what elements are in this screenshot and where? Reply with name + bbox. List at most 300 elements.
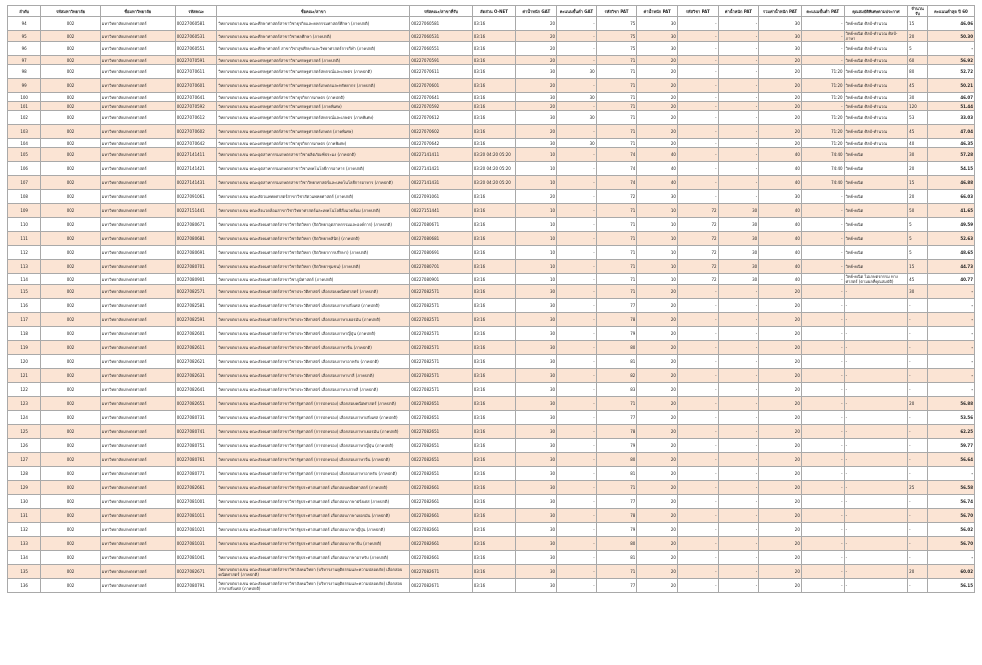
min-score: 56.15 — [927, 579, 974, 593]
university-code: 002 — [41, 148, 100, 162]
pat-minimum: - — [801, 246, 844, 260]
pat-weight-2: 30 — [718, 232, 759, 246]
faculty-name: วิทยาเขตบางเขน คณะสังคมศาสตร์สาขาวิชารัฐประศาสนศาสตร์ เลือกสอบภาษาญี่ปุ่น (ภาคปกติ) — [217, 523, 410, 537]
seat-count: - — [908, 327, 928, 341]
pat-code-2: - — [677, 579, 718, 593]
min-score: 54.15 — [927, 162, 974, 176]
faculty-name: วิทยาเขตบางเขน คณะอุตสาหกรรมเกษตรสาขาวิชาผลิตภัณฑ์ประมง (ภาคปกติ) — [217, 148, 410, 162]
seat-count: - — [908, 453, 928, 467]
pat-weight-2: - — [718, 425, 759, 439]
onet-ratio: 03:16 — [472, 411, 516, 425]
seat-count: 15 — [908, 176, 928, 190]
pat-code-1: 71 — [596, 139, 637, 148]
table-header-row — [8, 6, 975, 17]
pat-weight-total: 20 — [759, 439, 802, 453]
onet-ratio: 03:16 — [472, 383, 516, 397]
seat-count: - — [908, 579, 928, 593]
seat-count: 60 — [908, 56, 928, 65]
gat-weight: 30 — [516, 355, 557, 369]
receive-code: 00227082571 — [410, 327, 473, 341]
pat-weight-1: 30 — [637, 190, 678, 204]
faculty-code: 00227070612 — [175, 111, 217, 125]
university-name: มหาวิทยาลัยเกษตรศาสตร์ — [100, 111, 175, 125]
pat-minimum: 71:20 — [801, 93, 844, 102]
onet-ratio: 03:16 — [472, 341, 516, 355]
university-code: 002 — [41, 481, 100, 495]
min-score: 56.64 — [927, 453, 974, 467]
onet-ratio: 03:16 — [472, 313, 516, 327]
university-code: 002 — [41, 125, 100, 139]
pat-minimum: - — [801, 551, 844, 565]
faculty-code: 00227080901 — [175, 274, 217, 285]
faculty-name: วิทยาเขตบางเขน คณะสังคมศาสตร์สาขาวิชารัฐประศาสนศาสตร์ เลือกสอบคณิตศาสตร์ (ภาคปกติ) — [217, 481, 410, 495]
pat-minimum: 71:20 — [801, 79, 844, 93]
pat-minimum: - — [801, 190, 844, 204]
faculty-name: วิทยาเขตบางเขน คณะสังคมศาสตร์สาขาวิชารัฐศาสตร์ (การปกครอง) เลือกสอบภาษาฝรั่งเศส (ภาคปกติ) — [217, 411, 410, 425]
university-code: 002 — [41, 341, 100, 355]
special-qualification: - — [844, 579, 908, 593]
table-row — [8, 341, 975, 355]
table-row — [8, 439, 975, 453]
university-code: 002 — [41, 369, 100, 383]
table-row — [8, 111, 975, 125]
row-number: 95 — [8, 31, 41, 42]
pat-code-2: - — [677, 453, 718, 467]
seat-count: 50 — [908, 204, 928, 218]
table-row — [8, 523, 975, 537]
receive-code: 00227080671 — [410, 218, 473, 232]
gat-weight: 30 — [516, 369, 557, 383]
admission-table — [7, 5, 975, 593]
pat-weight-1: 20 — [637, 397, 678, 411]
pat-code-2: - — [677, 369, 718, 383]
seat-count: - — [908, 313, 928, 327]
receive-code: 00227080691 — [410, 246, 473, 260]
pat-minimum: - — [801, 467, 844, 481]
min-score: - — [927, 369, 974, 383]
pat-weight-1: 20 — [637, 383, 678, 397]
university-name: มหาวิทยาลัยเกษตรศาสตร์ — [100, 537, 175, 551]
university-code: 002 — [41, 65, 100, 79]
receive-code: 00227082661 — [410, 481, 473, 495]
gat-minimum: - — [557, 383, 597, 397]
pat-code-1: 81 — [596, 355, 637, 369]
receive-code: 00227082661 — [410, 537, 473, 551]
table-row — [8, 355, 975, 369]
pat-weight-2: - — [718, 139, 759, 148]
pat-weight-1: 20 — [637, 102, 678, 111]
pat-code-2: - — [677, 139, 718, 148]
min-score: 57.28 — [927, 148, 974, 162]
table-row — [8, 17, 975, 31]
university-name: มหาวิทยาลัยเกษตรศาสตร์ — [100, 125, 175, 139]
special-qualification: วิทย์-คณิต — [844, 176, 908, 190]
pat-code-2: - — [677, 439, 718, 453]
pat-weight-1: 20 — [637, 523, 678, 537]
pat-weight-2: - — [718, 65, 759, 79]
onet-ratio: 03:16 — [472, 537, 516, 551]
pat-weight-2: - — [718, 93, 759, 102]
special-qualification: วิทย์-คณิต — [844, 218, 908, 232]
gat-minimum: - — [557, 425, 597, 439]
seat-count: - — [908, 551, 928, 565]
gat-weight: 30 — [516, 537, 557, 551]
pat-weight-1: 20 — [637, 341, 678, 355]
pat-weight-1: 20 — [637, 467, 678, 481]
pat-weight-2: - — [718, 397, 759, 411]
pat-weight-total: 20 — [759, 495, 802, 509]
gat-weight: 30 — [516, 551, 557, 565]
pat-minimum: - — [801, 369, 844, 383]
university-name: มหาวิทยาลัยเกษตรศาสตร์ — [100, 31, 175, 42]
min-score: 62.25 — [927, 425, 974, 439]
pat-code-1: 79 — [596, 327, 637, 341]
gat-weight: 30 — [516, 481, 557, 495]
gat-minimum: 30 — [557, 65, 597, 79]
onet-ratio: 03:16 — [472, 495, 516, 509]
pat-weight-2: - — [718, 341, 759, 355]
row-number: 127 — [8, 453, 41, 467]
pat-weight-total: 40 — [759, 232, 802, 246]
faculty-code: 00227081031 — [175, 537, 217, 551]
seat-count: - — [908, 495, 928, 509]
pat-weight-total: 20 — [759, 79, 802, 93]
pat-weight-2: - — [718, 102, 759, 111]
faculty-code: 00227082571 — [175, 285, 217, 299]
faculty-code: 00227082581 — [175, 299, 217, 313]
pat-minimum: 74:40 — [801, 148, 844, 162]
gat-minimum: - — [557, 509, 597, 523]
pat-code-1: 71 — [596, 285, 637, 299]
pat-code-1: 71 — [596, 397, 637, 411]
pat-minimum: - — [801, 260, 844, 274]
min-score: - — [927, 313, 974, 327]
receive-code: 00227082671 — [410, 565, 473, 579]
pat-weight-2: - — [718, 17, 759, 31]
gat-weight: 10 — [516, 204, 557, 218]
university-code: 002 — [41, 397, 100, 411]
receive-code: 00227151441 — [410, 204, 473, 218]
column-header: จำนวนรับ — [908, 6, 928, 17]
gat-weight: 30 — [516, 411, 557, 425]
faculty-code: 00227070592 — [175, 102, 217, 111]
row-number: 112 — [8, 246, 41, 260]
receive-code: 00227082571 — [410, 355, 473, 369]
gat-weight: 20 — [516, 102, 557, 111]
pat-minimum: 71:20 — [801, 139, 844, 148]
pat-minimum: - — [801, 355, 844, 369]
seat-count: 20 — [908, 190, 928, 204]
row-number: 132 — [8, 523, 41, 537]
university-name: มหาวิทยาลัยเกษตรศาสตร์ — [100, 341, 175, 355]
faculty-name: วิทยาเขตบางเขน คณะสังคมศาสตร์สาขาวิชาประวัติศาสตร์ เลือกสอบภาษาอาหรับ (ภาคปกติ) — [217, 355, 410, 369]
pat-weight-1: 10 — [637, 204, 678, 218]
min-score: 46.06 — [927, 17, 974, 31]
row-number: 114 — [8, 274, 41, 285]
onet-ratio: 03:16 — [472, 285, 516, 299]
onet-ratio: 03:16 — [472, 65, 516, 79]
row-number: 125 — [8, 425, 41, 439]
pat-weight-1: 40 — [637, 176, 678, 190]
pat-weight-1: 20 — [637, 537, 678, 551]
faculty-code: 00227082621 — [175, 355, 217, 369]
faculty-code: 00227080681 — [175, 232, 217, 246]
pat-weight-total: 20 — [759, 551, 802, 565]
pat-weight-total: 30 — [759, 17, 802, 31]
pat-code-2: - — [677, 17, 718, 31]
pat-code-2: - — [677, 327, 718, 341]
min-score: 50.30 — [927, 31, 974, 42]
pat-weight-total: 20 — [759, 579, 802, 593]
special-qualification: วิทย์-คณิต ศิลป์-คำนวณ — [844, 125, 908, 139]
table-row — [8, 327, 975, 341]
faculty-name: วิทยาเขตบางเขน คณะสังคมศาสตร์สาขาวิชาประวัติศาสตร์ เลือกสอบภาษาบาลี (ภาคปกติ) — [217, 369, 410, 383]
table-row — [8, 467, 975, 481]
university-name: มหาวิทยาลัยเกษตรศาสตร์ — [100, 467, 175, 481]
pat-weight-total: 20 — [759, 313, 802, 327]
receive-code: 00227070591 — [410, 56, 473, 65]
gat-minimum: - — [557, 232, 597, 246]
special-qualification: - — [844, 481, 908, 495]
min-score: 56.92 — [927, 56, 974, 65]
special-qualification: - — [844, 453, 908, 467]
onet-ratio: 03:16 — [472, 232, 516, 246]
table-row — [8, 246, 975, 260]
faculty-name: วิทยาเขตบางเขน คณะศึกษาศาสตร์สาขาวิชาธุรกิจและคหกรรมศาสตร์ศึกษา (ภาคปกติ) — [217, 17, 410, 31]
special-qualification: - — [844, 397, 908, 411]
faculty-code: 00227081011 — [175, 509, 217, 523]
pat-weight-2: - — [718, 495, 759, 509]
table-row — [8, 232, 975, 246]
university-name: มหาวิทยาลัยเกษตรศาสตร์ — [100, 102, 175, 111]
special-qualification: - — [844, 299, 908, 313]
university-code: 002 — [41, 523, 100, 537]
seat-count: - — [908, 523, 928, 537]
pat-weight-1: 20 — [637, 453, 678, 467]
seat-count: - — [908, 439, 928, 453]
university-code: 002 — [41, 93, 100, 102]
faculty-name: วิทยาเขตบางเขน คณะสังคมศาสตร์สาขาวิชารัฐศาสตร์ (การปกครอง) เลือกสอบภาษาอาหรับ (ภาคปกติ) — [217, 467, 410, 481]
pat-weight-1: 10 — [637, 232, 678, 246]
university-code: 002 — [41, 31, 100, 42]
pat-code-1: 71 — [596, 93, 637, 102]
min-score: 52.72 — [927, 65, 974, 79]
faculty-name: วิทยาเขตบางเขน คณะสังคมศาสตร์สาขาวิชาประวัติศาสตร์ เลือกสอบภาษาฝรั่งเศส (ภาคปกติ) — [217, 299, 410, 313]
pat-weight-total: 20 — [759, 509, 802, 523]
pat-weight-total: 20 — [759, 369, 802, 383]
faculty-code: 00227082611 — [175, 341, 217, 355]
pat-code-1: 71 — [596, 79, 637, 93]
pat-weight-2: 30 — [718, 246, 759, 260]
table-row — [8, 313, 975, 327]
pat-minimum: - — [801, 509, 844, 523]
pat-code-2: - — [677, 148, 718, 162]
pat-code-2: - — [677, 537, 718, 551]
pat-weight-2: - — [718, 579, 759, 593]
faculty-name: วิทยาเขตบางเขน คณะเศรษฐศาสตร์สาขาวิชาเศรษฐศาสตร์เกษตรและทรัพยากร (ภาคปกติ) — [217, 79, 410, 93]
gat-weight: 30 — [516, 139, 557, 148]
gat-minimum: - — [557, 579, 597, 593]
pat-weight-total: 40 — [759, 204, 802, 218]
receive-code: 00227082671 — [410, 579, 473, 593]
row-number: 109 — [8, 204, 41, 218]
pat-code-1: 77 — [596, 299, 637, 313]
pat-code-2: - — [677, 355, 718, 369]
pat-minimum: - — [801, 42, 844, 56]
university-name: มหาวิทยาลัยเกษตรศาสตร์ — [100, 139, 175, 148]
gat-minimum: - — [557, 176, 597, 190]
column-header: ค่าน้ำหนัก PAT — [637, 6, 678, 17]
column-header: คะแนนขั้นต่ำ PAT — [801, 6, 844, 17]
pat-code-1: 79 — [596, 439, 637, 453]
receive-code: 00227060581 — [410, 17, 473, 31]
table-row — [8, 383, 975, 397]
seat-count: 45 — [908, 274, 928, 285]
seat-count: 25 — [908, 481, 928, 495]
pat-minimum: - — [801, 537, 844, 551]
pat-weight-1: 30 — [637, 17, 678, 31]
pat-code-1: 71 — [596, 232, 637, 246]
pat-weight-total: 30 — [759, 42, 802, 56]
seat-count: 15 — [908, 260, 928, 274]
university-code: 002 — [41, 162, 100, 176]
special-qualification: - — [844, 537, 908, 551]
table-row — [8, 260, 975, 274]
pat-minimum: - — [801, 327, 844, 341]
row-number: 96 — [8, 42, 41, 56]
table-row — [8, 125, 975, 139]
faculty-code: 00227082671 — [175, 565, 217, 579]
special-qualification: วิทย์-คณิต ศิลป์-คำนวณ — [844, 56, 908, 65]
faculty-name: วิทยาเขตบางเขน คณะสังคมศาสตร์สาขาวิชารัฐศาสตร์ (การปกครอง) เลือกสอบภาษาญี่ปุ่น (ภาคปกติ) — [217, 439, 410, 453]
pat-code-1: 74 — [596, 148, 637, 162]
pat-weight-2: - — [718, 285, 759, 299]
university-code: 002 — [41, 42, 100, 56]
table-row — [8, 495, 975, 509]
row-number: 119 — [8, 341, 41, 355]
pat-weight-2: - — [718, 42, 759, 56]
receive-code: 00227082661 — [410, 509, 473, 523]
row-number: 115 — [8, 285, 41, 299]
min-score: 56.70 — [927, 537, 974, 551]
gat-minimum: - — [557, 495, 597, 509]
university-name: มหาวิทยาลัยเกษตรศาสตร์ — [100, 355, 175, 369]
university-name: มหาวิทยาลัยเกษตรศาสตร์ — [100, 56, 175, 65]
min-score: 56.74 — [927, 495, 974, 509]
gat-weight: 30 — [516, 439, 557, 453]
receive-code: 00227080681 — [410, 232, 473, 246]
row-number: 130 — [8, 495, 41, 509]
min-score: 47.04 — [927, 125, 974, 139]
faculty-name: วิทยาเขตบางเขน คณะสังคมศาสตร์สาขาวิชาประวัติศาสตร์ เลือกสอบภาษาเกาหลี (ภาคปกติ) — [217, 383, 410, 397]
row-number: 123 — [8, 397, 41, 411]
column-header: คะแนนขั้นต่ำ GAT — [557, 6, 597, 17]
gat-minimum: 30 — [557, 93, 597, 102]
min-score: - — [927, 42, 974, 56]
onet-ratio: 03:16 — [472, 425, 516, 439]
row-number: 106 — [8, 162, 41, 176]
row-number: 98 — [8, 65, 41, 79]
university-code: 002 — [41, 190, 100, 204]
receive-code: 00227070611 — [410, 65, 473, 79]
pat-code-1: 81 — [596, 467, 637, 481]
onet-ratio: 03:20 04:20 05:20 — [472, 162, 516, 176]
special-qualification: - — [844, 341, 908, 355]
university-code: 002 — [41, 246, 100, 260]
gat-weight: 30 — [516, 93, 557, 102]
pat-code-1: 79 — [596, 523, 637, 537]
min-score: - — [927, 355, 974, 369]
special-qualification: - — [844, 495, 908, 509]
seat-count: 30 — [908, 148, 928, 162]
pat-minimum: - — [801, 102, 844, 111]
gat-minimum: - — [557, 439, 597, 453]
gat-weight: 20 — [516, 79, 557, 93]
onet-ratio: 03:16 — [472, 139, 516, 148]
pat-minimum: - — [801, 481, 844, 495]
gat-minimum: - — [557, 204, 597, 218]
university-code: 002 — [41, 495, 100, 509]
gat-weight: 30 — [516, 313, 557, 327]
receive-code: 00227080701 — [410, 260, 473, 274]
onet-ratio: 03:16 — [472, 93, 516, 102]
pat-weight-total: 20 — [759, 299, 802, 313]
pat-code-1: 71 — [596, 102, 637, 111]
pat-weight-total: 20 — [759, 383, 802, 397]
gat-minimum: - — [557, 190, 597, 204]
min-score: 56.02 — [927, 523, 974, 537]
min-score: - — [927, 299, 974, 313]
pat-weight-1: 20 — [637, 65, 678, 79]
gat-weight: 10 — [516, 274, 557, 285]
pat-code-2: - — [677, 56, 718, 65]
university-name: มหาวิทยาลัยเกษตรศาสตร์ — [100, 509, 175, 523]
special-qualification: - — [844, 313, 908, 327]
special-qualification: วิทย์-คณิต ศิลป์-คำนวณ — [844, 111, 908, 125]
faculty-code: 00227070611 — [175, 65, 217, 79]
pat-code-1: 77 — [596, 411, 637, 425]
table-row — [8, 56, 975, 65]
min-score: 53.56 — [927, 411, 974, 425]
pat-weight-total: 40 — [759, 176, 802, 190]
gat-weight: 30 — [516, 383, 557, 397]
pat-weight-1: 30 — [637, 42, 678, 56]
column-header: คะแนนต่ำสุด ปี 60 — [927, 6, 974, 17]
gat-weight: 30 — [516, 65, 557, 79]
pat-minimum: 74:40 — [801, 162, 844, 176]
university-name: มหาวิทยาลัยเกษตรศาสตร์ — [100, 17, 175, 31]
faculty-name: วิทยาเขตบางเขน คณะศึกษาศาสตร์สาขาวิชาพลศึกษา (ภาคปกติ) — [217, 31, 410, 42]
seat-count: 45 — [908, 125, 928, 139]
table-row — [8, 218, 975, 232]
table-row — [8, 93, 975, 102]
min-score: 41.65 — [927, 204, 974, 218]
gat-minimum: - — [557, 537, 597, 551]
gat-minimum: - — [557, 411, 597, 425]
pat-code-2: 72 — [677, 274, 718, 285]
university-code: 002 — [41, 439, 100, 453]
pat-weight-1: 10 — [637, 218, 678, 232]
special-qualification: วิทย์-คณิต — [844, 162, 908, 176]
seat-count: - — [908, 537, 928, 551]
pat-weight-1: 10 — [637, 246, 678, 260]
column-header: ลำดับ — [8, 6, 41, 17]
pat-weight-2: 30 — [718, 274, 759, 285]
university-code: 002 — [41, 467, 100, 481]
seat-count: - — [908, 411, 928, 425]
gat-weight: 30 — [516, 425, 557, 439]
faculty-code: 00227070602 — [175, 125, 217, 139]
